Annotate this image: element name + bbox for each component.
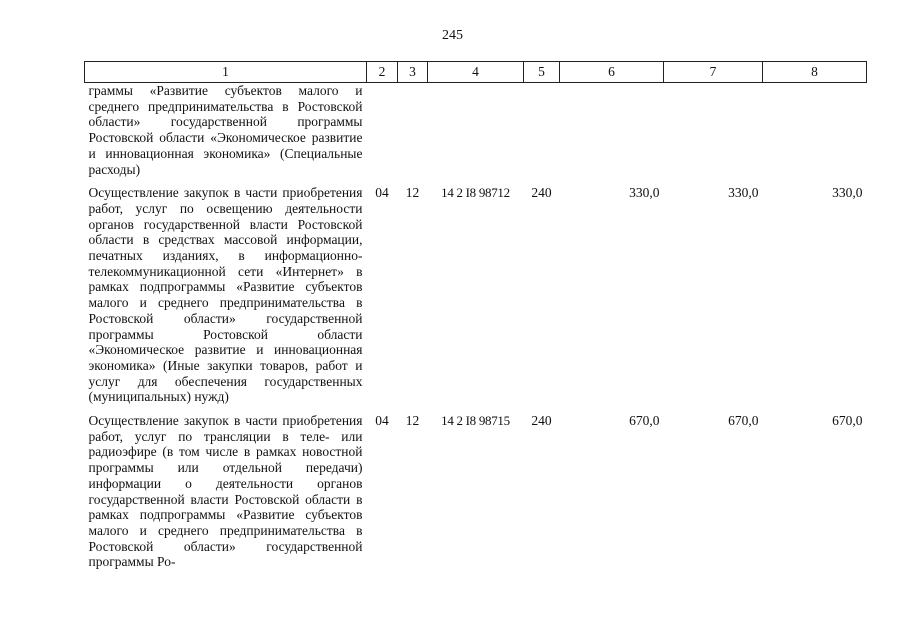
row-amount-year-3 xyxy=(763,83,867,186)
table-row xyxy=(85,185,867,413)
row-section-code: 04 xyxy=(375,185,389,201)
row-target-article-code: 14 2 I8 98712 xyxy=(441,185,510,201)
row-expense-type-code: 240 xyxy=(531,185,552,201)
column-header: 8 xyxy=(763,62,867,83)
row-amount-year-2: 330,0 xyxy=(728,185,759,201)
table-header-row xyxy=(85,62,867,83)
row-target-article-code xyxy=(428,83,524,186)
row-amount-year-2 xyxy=(664,83,763,186)
row-amount-year-1: 670,0 xyxy=(629,413,660,429)
row-expense-type-code: 240 xyxy=(531,413,552,429)
column-header: 2 xyxy=(367,62,398,83)
column-header: 6 xyxy=(560,62,664,83)
row-expense-type-code xyxy=(524,83,560,186)
row-subsection-code: 12 xyxy=(405,185,420,201)
row-amount-year-2: 670,0 xyxy=(728,413,759,429)
column-header: 5 xyxy=(524,62,560,83)
row-amount-year-1: 330,0 xyxy=(629,185,660,201)
column-header: 1 xyxy=(85,62,367,83)
row-description: Осуществление закупок в части приобретения работ, услуг по освещению деятельности органов государственной власти Ростовской области в средствах массовой информации, печатных изданиях, в информационно-телекоммуникационной сети «Интернет» в рамках подпрограммы «Развитие субъектов малого и среднего предпринимательства в Ростовской области» государственной программы Ростовской области «Экономическое развитие и инновационная экономика» (Иные закупки товаров, работ и услуг для обеспечения государственных (муниципальных) нужд) xyxy=(88,185,363,405)
page-number: 245 xyxy=(442,28,463,43)
row-section-code xyxy=(367,83,398,186)
row-target-article-code: 14 2 I8 98715 xyxy=(441,413,510,429)
row-amount-year-3: 670,0 xyxy=(832,413,863,429)
row-section-code: 04 xyxy=(375,413,389,429)
row-description: Осуществление закупок в части приобретения работ, услуг по трансляции в теле- или радиоэфире (в том числе в рамках новостной программы или отдельной передачи) информации о деятельности органов государственной власти Ростовской области в рамках подпрограммы «Развитие субъектов малого и среднего предпринимательства в Ростовской области» государственной программы Ро- xyxy=(88,413,363,570)
row-description: граммы «Развитие субъектов малого и среднего предпринимательства в Ростовской области» государственной программы Ростовской области «Экономическое развитие и инновационная экономика» (Специальные расходы) xyxy=(88,83,363,177)
table-row xyxy=(85,413,867,578)
column-header: 4 xyxy=(428,62,524,83)
column-header: 7 xyxy=(664,62,763,83)
table-row xyxy=(85,83,867,186)
budget-table xyxy=(84,61,867,578)
row-subsection-code: 12 xyxy=(405,413,420,429)
row-amount-year-3: 330,0 xyxy=(832,185,863,201)
column-header: 3 xyxy=(398,62,428,83)
row-subsection-code xyxy=(398,83,428,186)
row-amount-year-1 xyxy=(560,83,664,186)
